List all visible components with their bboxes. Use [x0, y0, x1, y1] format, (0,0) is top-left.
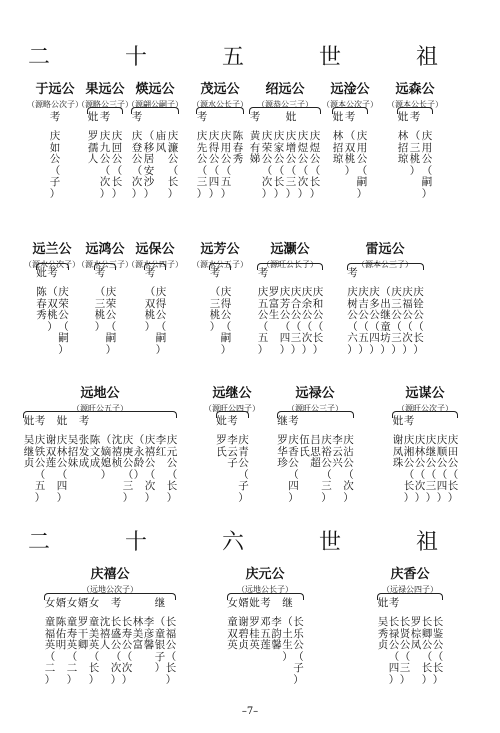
ancestor-name: 煐远公 [135, 82, 175, 97]
descendant-name: 伍 氏 [299, 434, 310, 458]
descendant-column [285, 112, 297, 200]
relation-label [220, 268, 232, 287]
descendant-name: （ 移 居 安 沙 ） [143, 130, 155, 200]
descendant-name: 庆 裕 公 （ 三 ） [321, 434, 332, 504]
descendant-name: 李 彦 馨 [143, 616, 155, 651]
ancestor-name: 远地公 [80, 386, 120, 401]
descendant-name: 庆 香 公 （ 四 ） [288, 434, 299, 504]
relation-label: 女 [227, 597, 238, 609]
descendant-name: （ 永 龄 ） [133, 434, 145, 481]
relation-label: 婿 [238, 597, 249, 609]
ancestor-lineage: （源旺公次子） [397, 404, 453, 413]
descendant-name: 庆 煜 公 （ 长 ） [309, 130, 321, 200]
descendant-name: 庆 三 公 （ 三 ） [391, 286, 402, 356]
relation-label [413, 268, 425, 287]
relation-label: 妣 [216, 415, 227, 427]
ancestor-lineage: （远地公长子） [237, 585, 293, 594]
descendant-name: 吕 思 超 [310, 434, 321, 469]
descendant-column [273, 112, 285, 200]
relation-label: 考 [110, 597, 122, 609]
descendant-column [309, 112, 321, 200]
ancestor-name: 远保公 [135, 242, 175, 257]
descendant-name: 庆 荣 公 （ 次 ） [261, 130, 273, 200]
descendant-name: 庆 庚 公 （ 三 ） [122, 434, 134, 504]
descendant-name: 黄 有 娣 [249, 130, 261, 165]
descendant-column [155, 112, 167, 154]
descendant-name: 庆 濂 公 （ 长 ） [167, 130, 179, 200]
descendant-name: 庆 和 公 （ 长 ） [312, 286, 324, 356]
relation-label: 考 [288, 415, 299, 427]
descendant-column [220, 268, 232, 356]
descendant-column [344, 112, 356, 177]
descendant-name: 李 红 [155, 434, 167, 458]
descendant-column [447, 416, 459, 504]
descendant-name: 庆 铨 公 （ 长 ） [413, 286, 424, 356]
descendant-name: （ 双 桃 ） [344, 130, 356, 177]
descendant-name: 罗 氏 [216, 434, 227, 458]
generation-heading-25: 二 十 五 世 祖 [28, 45, 472, 70]
ancestor-name: 远谋公 [405, 386, 445, 401]
descendant-name: 罗 富 生 [268, 286, 280, 321]
descendant-name: 庆 用 公 （ 嗣 ） [356, 130, 368, 200]
relation-label: 考 [78, 415, 90, 427]
descendant-name: （ 三 桃 ） [409, 130, 421, 177]
descendant-column [249, 112, 261, 166]
descendant-name: 庆 禧 公 （ 次 ） [144, 434, 156, 504]
ancestor-lineage: （源略公三子） [77, 100, 133, 109]
descendant-column [409, 112, 421, 177]
generation-heading-26: 二 十 六 世 祖 [28, 530, 472, 555]
ancestor-name: 雷远公 [365, 242, 405, 257]
descendant-name: 庆 沾 公 （ 次 ） [343, 434, 354, 504]
descendant-name: 林 美 富 [132, 616, 144, 651]
descendant-name: （ 三 桃 ） [94, 286, 106, 333]
relation-label: 妣 [285, 111, 297, 123]
ancestor-lineage: （源翩公嗣子） [127, 100, 183, 109]
descendant-column [293, 598, 305, 686]
relation-label: 考 [388, 597, 400, 609]
relation-label: 考 [47, 267, 58, 279]
ancestor-name: 庆禧公 [90, 567, 130, 582]
descendant-name: 张 发 成 [78, 434, 90, 469]
descendant-name: 庆 家 公 （ 长 ） [273, 130, 285, 200]
ancestor-name: 远灏公 [270, 242, 310, 257]
relation-label: 妣 [397, 111, 409, 123]
relation-label [293, 598, 305, 617]
ancestor-lineage: （源水公四子） [127, 260, 183, 269]
descendant-name: 谢 碧 贞 [238, 616, 249, 651]
ancestor-lineage: （源恭公三子） [257, 100, 313, 109]
ancestor-name: 远禄公 [295, 386, 335, 401]
relation-label [432, 598, 444, 617]
descendant-column [155, 268, 167, 356]
relation-label [273, 112, 285, 131]
descendant-name: 沈 禧 桢 [111, 434, 123, 469]
descendant-column [143, 112, 155, 200]
ancestor-lineage: （源旺公长子） [262, 260, 318, 269]
descendant-name: 长 乐 公 （ 子 ） [293, 616, 304, 686]
descendant-name: 庆 如 公 （ 子 ） [49, 130, 61, 200]
ancestor-row4-1 [220, 563, 310, 595]
ancestor-name: 绍远公 [265, 82, 305, 97]
descendant-name: 庆 五 公 （ 五 ） [257, 286, 269, 356]
ancestor-lineage: （源旺公四子） [204, 404, 260, 413]
ancestor-row3-0 [55, 382, 145, 414]
relation-label: 女 [44, 597, 56, 609]
descendant-name: 庆 得 公 （ 四 ） [208, 130, 220, 200]
relation-label: 妣 [392, 415, 404, 427]
relation-label: 考 [257, 267, 269, 279]
descendant-column [356, 112, 368, 200]
ancestor-lineage: （源旺公三子） [287, 404, 343, 413]
relation-label [208, 112, 220, 131]
descendant-name: 庆 元 公 （ 长 ） [166, 434, 178, 504]
descendant-column [220, 112, 232, 200]
descendant-name: 庆 多 公 （ 四 ） [369, 286, 380, 356]
descendant-column [87, 112, 99, 166]
descendant-name: 谢 双 莲 [45, 434, 57, 469]
descendant-name: 庆 福 公 （ 次 ） [402, 286, 413, 356]
descendant-name: 罗 孺 人 [87, 130, 99, 165]
ancestor-name: 于远公 [35, 82, 75, 97]
descendant-name: 庆 铁 公 （ 五 ） [34, 434, 46, 504]
descendant-name: 陈 春 秀 [36, 286, 47, 321]
ancestor-lineage: （源本公长子） [387, 100, 443, 109]
descendant-name: （ 双 桃 ） [144, 286, 156, 333]
ancestor-lineage: （源水公三子） [77, 260, 133, 269]
relation-label: 妣 [332, 111, 344, 123]
ancestor-lineage: （远禄公四子） [382, 585, 438, 594]
descendant-column [196, 112, 208, 200]
descendant-column [413, 268, 425, 356]
relation-label [297, 112, 309, 131]
descendant-column [432, 598, 444, 686]
ancestor-name: 远兰公 [32, 242, 72, 257]
relation-label [220, 112, 232, 131]
relation-label [58, 268, 70, 287]
descendant-column [58, 268, 70, 356]
ancestor-row1-6 [370, 78, 460, 110]
relation-label: 考 [34, 415, 46, 427]
relation-label [309, 112, 321, 131]
descendant-name: （ 童 银 子 ） [154, 616, 166, 674]
descendant-column [397, 112, 409, 166]
descendant-name: 沈 禧 人 [99, 616, 111, 651]
descendant-name: 庆 林 公 （ 四 ） [56, 434, 68, 504]
descendant-name: 庆 顺 公 （ 四 ） [436, 434, 448, 504]
descendant-column [261, 112, 273, 200]
descendant-name: 庆 荣 公 （ 嗣 ） [58, 286, 69, 356]
descendant-column [232, 112, 244, 166]
descendant-name: 李 云 子 [227, 434, 238, 469]
descendant-name: 庆 增 公 （ 三 ） [285, 130, 297, 200]
descendant-name: 吴 秀 贞 [377, 616, 389, 651]
relation-label: 继 [282, 597, 293, 609]
relation-label [356, 112, 368, 131]
relation-label: 妣 [23, 415, 35, 427]
relation-label: 继 [277, 415, 288, 427]
relation-label [421, 112, 433, 131]
relation-label: 考 [347, 267, 358, 279]
descendant-column [167, 112, 179, 200]
descendant-name: 长 福 公 （ 长 ） [165, 616, 177, 686]
descendant-name: 林 招 琼 [397, 130, 409, 165]
ancestor-lineage: （源本公次子） [322, 100, 378, 109]
relation-label: 妣 [249, 597, 260, 609]
descendant-name: 长 禄 公 （ 四 ） [388, 616, 400, 686]
relation-label [238, 416, 250, 435]
relation-label [447, 416, 459, 435]
descendant-name: 罗 华 珍 [277, 434, 288, 469]
descendant-name: 长 寿 公 （ 次 ） [121, 616, 133, 686]
descendant-column [297, 112, 309, 200]
ancestor-row4-0 [65, 563, 155, 595]
relation-label: 考 [403, 415, 415, 427]
descendant-name: 李 韵 馨 [271, 616, 282, 651]
descendant-column [131, 112, 143, 200]
descendant-name: 庆 先 公 （ 三 ） [196, 130, 208, 200]
descendant-column [208, 112, 220, 200]
descendant-name: 庆 田 公 （ 长 ） [447, 434, 459, 504]
relation-label: 考 [144, 267, 156, 279]
descendant-name: （ 三 桃 ） [209, 286, 221, 333]
relation-label [111, 112, 123, 131]
ancestor-name: 远芳公 [200, 242, 240, 257]
descendant-name: 邓 五 莲 [260, 616, 271, 651]
relation-label: 女 [88, 597, 100, 609]
descendant-name: 庆 得 公 （ 嗣 ） [220, 286, 232, 356]
relation-label [167, 112, 179, 131]
descendant-name: 庙 风 [155, 130, 167, 154]
descendant-name: 庆 吉 公 （ 五 ） [358, 286, 369, 356]
descendant-name: 庆 合 公 （ 三 ） [290, 286, 302, 356]
relation-label [143, 112, 155, 131]
relation-label [155, 268, 167, 287]
descendant-name: 庆 煜 公 （ 次 ） [297, 130, 309, 200]
descendant-name: 童 美 英 （ 长 ） [88, 616, 100, 686]
descendant-name: 罗 桂 英 [249, 616, 260, 651]
relation-label: 考 [344, 111, 356, 123]
ancestor-lineage: （源旺公五子） [72, 404, 128, 413]
relation-label: 婿 [77, 597, 89, 609]
descendant-column [343, 416, 355, 504]
ancestor-lineage: （源略公次子） [27, 100, 83, 109]
relation-label: 考 [409, 111, 421, 123]
ancestor-name: 远淦公 [330, 82, 370, 97]
relation-label: 妣 [377, 597, 389, 609]
descendant-name: 罗 干 卿 [77, 616, 89, 651]
descendant-name: 庆 九 公 （ 次 ） [99, 130, 111, 200]
ancestor-row3-3 [380, 382, 470, 414]
ancestor-lineage: （源本公三子） [357, 260, 413, 269]
descendant-name: 童 福 英 （ 二 ） [44, 616, 56, 686]
ancestor-name: 庆元公 [245, 567, 285, 582]
relation-label [232, 112, 244, 131]
relation-label: 女 [66, 597, 78, 609]
descendant-name: 庆 用 公 （ 嗣 ） [421, 130, 433, 200]
descendant-name: 庆 荣 公 （ 嗣 ） [105, 286, 117, 356]
descendant-name: 童 双 英 [227, 616, 238, 651]
ancestor-name: 茂远公 [200, 82, 240, 97]
ancestor-lineage: （源水公五子） [192, 260, 248, 269]
relation-label: 妣 [87, 111, 99, 123]
descendant-name: 长 卿 公 （ 长 ） [421, 616, 433, 686]
relation-label: 考 [249, 111, 261, 123]
relation-label: 妣 [36, 267, 47, 279]
descendant-name: 陈 春 秀 [232, 130, 244, 165]
descendant-name: 庆 树 公 （ 六 ） [347, 286, 358, 356]
descendant-column [166, 416, 178, 504]
relation-label: 继 [154, 597, 166, 609]
descendant-column [105, 268, 117, 356]
ancestor-row3-1 [187, 382, 277, 414]
descendant-name: 李 云 兴 [332, 434, 343, 469]
relation-label: 考 [49, 111, 61, 123]
descendant-column [312, 268, 324, 356]
relation-label: 考 [209, 267, 221, 279]
descendant-name: 陈 文 成 [89, 434, 101, 469]
descendant-name: 谢 凤 珠 [392, 434, 404, 469]
descendant-name: 林 招 琼 [332, 130, 344, 165]
descendant-name: （ 嫡 媳 ） [100, 434, 112, 481]
descendant-name: （ 出 继 童 坊 ） [380, 286, 391, 356]
ancestor-lineage: （源水公长子） [192, 100, 248, 109]
descendant-name: （ 土 生 ） [282, 616, 293, 663]
descendant-name: 庆 余 公 （ 次 ） [301, 286, 313, 356]
descendant-name: 庆 得 公 （ 嗣 ） [155, 286, 167, 356]
ancestor-name: 庆香公 [390, 567, 430, 582]
descendant-name: 吴 招 妹 [67, 434, 79, 469]
relation-label [261, 112, 273, 131]
descendant-column [421, 112, 433, 200]
descendant-name: 长 鉴 公 （ 长 ） [432, 616, 444, 686]
descendant-column [49, 112, 61, 200]
relation-label [312, 268, 324, 287]
descendant-name: 罗 棕 凤 [410, 616, 422, 651]
descendant-name: 陈 佑 明 [55, 616, 67, 651]
descendant-name: 庆 用 公 （ 五 ） [220, 130, 232, 200]
descendant-name: 庆 芳 公 （ 四 ） [279, 286, 291, 356]
ancestor-name: 果远公 [85, 82, 125, 97]
relation-label: 妣 [56, 415, 68, 427]
descendant-name: 童 寿 英 （ 二 ） [66, 616, 78, 686]
relation-label [166, 416, 178, 435]
descendant-column [111, 112, 123, 200]
descendant-name: 庆 林 公 （ 次 ） [414, 434, 426, 504]
descendant-name: 庆 回 公 （ 长 ） [111, 130, 123, 200]
ancestor-lineage: （远地公次子） [82, 585, 138, 594]
relation-label: 考 [196, 111, 208, 123]
relation-label [105, 268, 117, 287]
ancestor-name: 远鸿公 [85, 242, 125, 257]
relation-label: 考 [94, 267, 106, 279]
descendant-column [165, 598, 177, 686]
descendant-name: 吴 继 贞 [23, 434, 35, 469]
relation-label [343, 416, 355, 435]
page-number: –7– [241, 706, 259, 717]
descendant-column [99, 112, 111, 200]
ancestor-name: 远森公 [395, 82, 435, 97]
relation-label: 考 [99, 111, 111, 123]
descendant-name: 长 贤 公 （ 三 ） [399, 616, 411, 686]
relation-label: 考 [131, 111, 143, 123]
descendant-name: 庆 青 公 （ 子 ） [238, 434, 249, 504]
descendant-column [238, 416, 250, 504]
relation-label: 考 [227, 415, 238, 427]
relation-label [165, 598, 177, 617]
descendant-name: 庆 湘 公 （ 长 ） [403, 434, 415, 504]
ancestor-lineage: （源水公次子） [24, 260, 80, 269]
relation-label: 考 [260, 597, 271, 609]
ancestor-row3-2 [270, 382, 360, 414]
descendant-name: 长 盛 公 （ 次 ） [110, 616, 122, 686]
ancestor-row4-2 [365, 563, 455, 595]
descendant-name: 庆 继 公 （ 三 ） [425, 434, 437, 504]
relation-label [155, 112, 167, 131]
descendant-name: 庆 登 公 （ 次 ） [131, 130, 143, 200]
descendant-column [332, 112, 344, 166]
relation-label: 婿 [55, 597, 67, 609]
ancestor-name: 远继公 [212, 386, 252, 401]
descendant-name: （ 双 桃 ） [47, 286, 58, 333]
